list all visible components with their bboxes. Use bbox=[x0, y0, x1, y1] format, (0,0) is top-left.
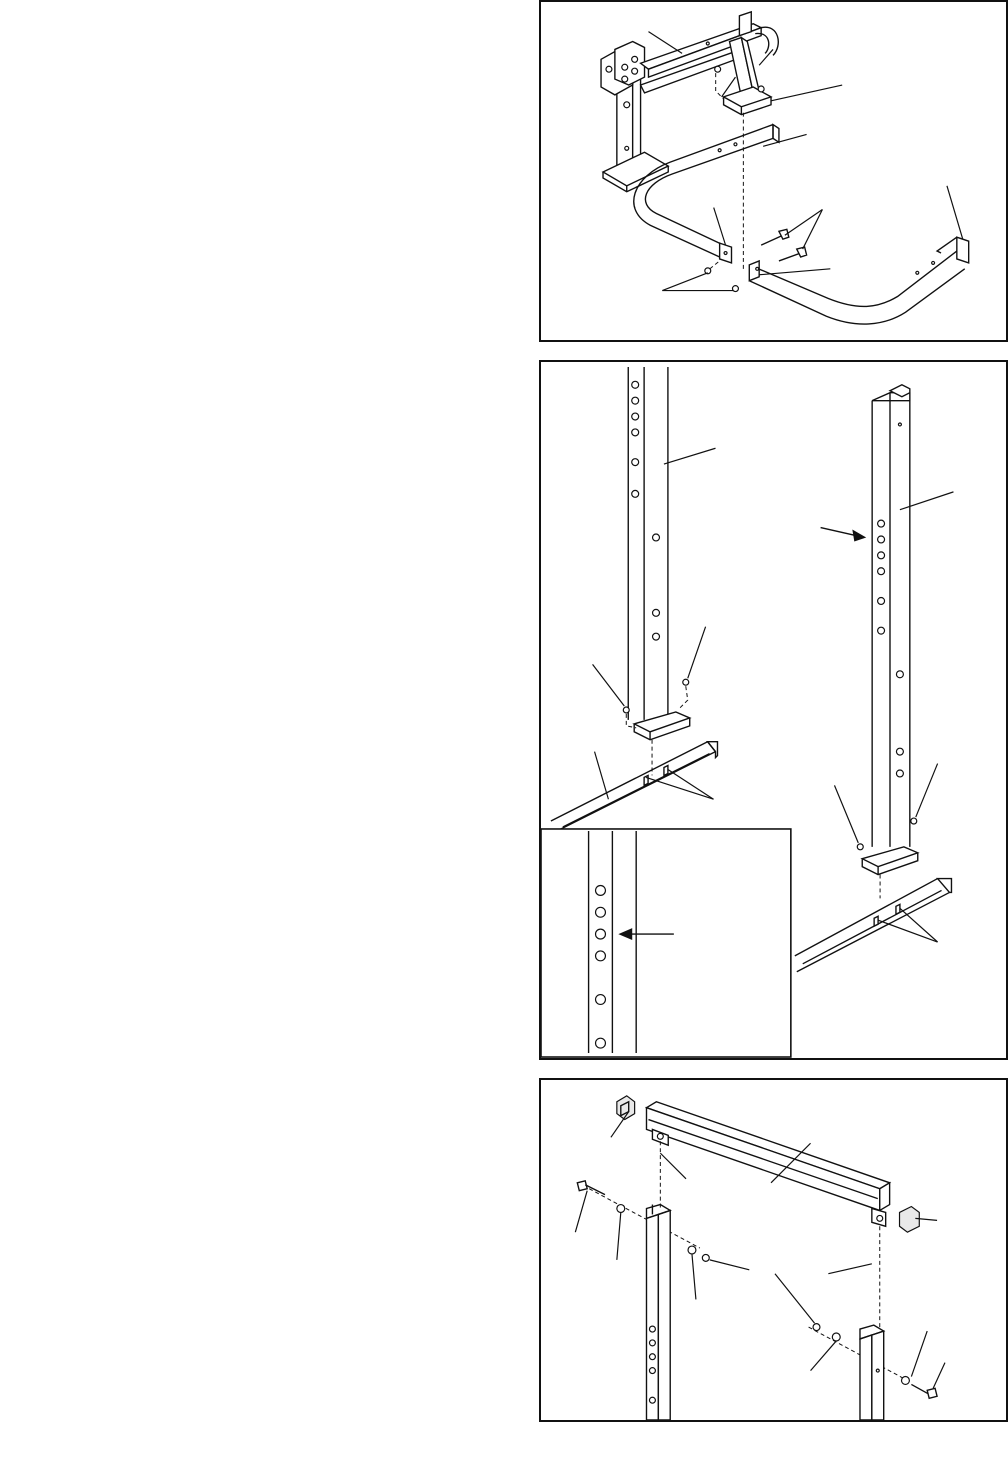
top-frame-tube bbox=[641, 12, 779, 115]
washer-icon bbox=[901, 1377, 909, 1385]
crossbar bbox=[646, 1102, 889, 1227]
nut-icon bbox=[813, 1324, 820, 1331]
figure-2-drawing bbox=[541, 362, 1006, 1058]
bolt-icon bbox=[577, 1181, 605, 1195]
nut-icon bbox=[911, 818, 917, 824]
nut-icon bbox=[683, 679, 689, 685]
left-base-tube bbox=[551, 742, 718, 831]
assembly-guide bbox=[710, 261, 720, 269]
endcap-icon bbox=[900, 1207, 920, 1233]
figure-1-drawing bbox=[541, 2, 1006, 340]
nut-icon bbox=[715, 66, 721, 72]
arrow-icon bbox=[821, 528, 867, 542]
inset-detail bbox=[541, 829, 791, 1057]
right-upright bbox=[862, 385, 918, 875]
right-base-tube bbox=[795, 879, 952, 972]
assembly-guide bbox=[589, 1189, 700, 1248]
nut-icon bbox=[702, 1254, 709, 1261]
washer-icon bbox=[688, 1246, 696, 1254]
bolt-icon bbox=[911, 1384, 937, 1398]
assembly-guide bbox=[680, 686, 688, 708]
nut-icon bbox=[758, 86, 764, 92]
right-upright-top bbox=[860, 1325, 884, 1420]
washer-icon bbox=[617, 1205, 625, 1213]
washer-icon bbox=[832, 1333, 840, 1341]
left-upright-top bbox=[646, 1205, 670, 1420]
figure-2-panel bbox=[539, 360, 1008, 1060]
second-base-tube bbox=[749, 237, 968, 324]
figure-3-drawing bbox=[541, 1080, 1006, 1420]
nut-icon bbox=[623, 707, 629, 713]
figure-1-panel bbox=[539, 0, 1008, 342]
bolt-icon bbox=[779, 247, 807, 261]
bolt-icon bbox=[761, 229, 789, 245]
nut-icon bbox=[857, 844, 863, 850]
figure-3-panel bbox=[539, 1078, 1008, 1422]
assembly-guide bbox=[809, 1327, 908, 1380]
u-shaped-base-tube bbox=[634, 125, 779, 263]
left-upright bbox=[628, 367, 689, 740]
